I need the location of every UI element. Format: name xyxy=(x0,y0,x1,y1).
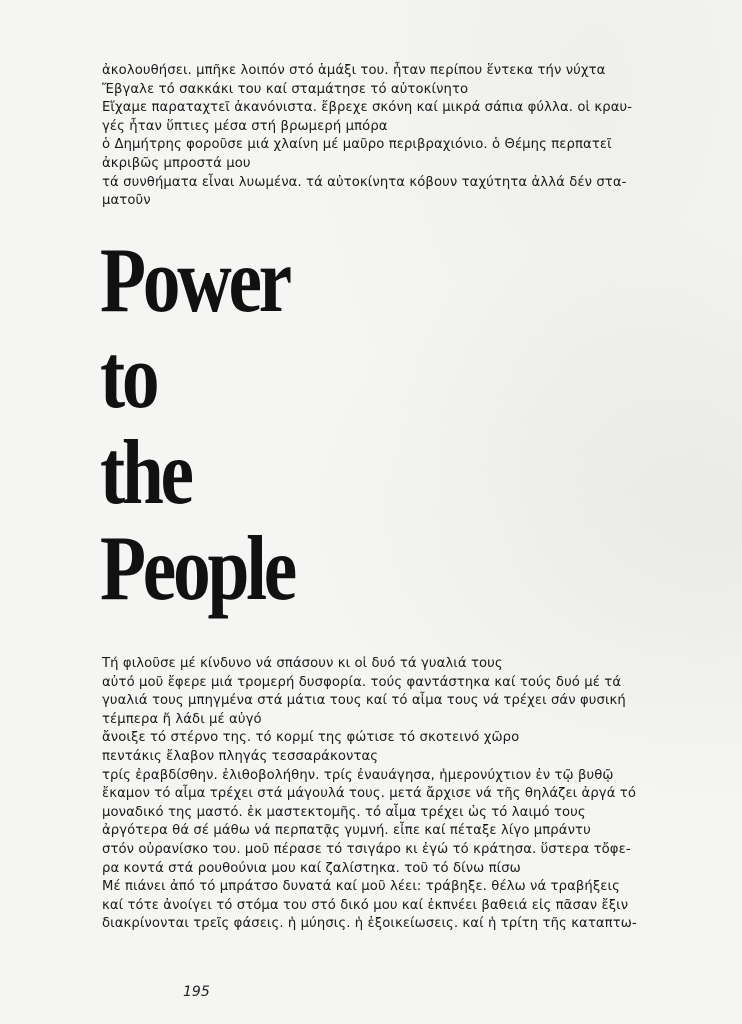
headline xyxy=(100,229,295,619)
bottom-paragraph xyxy=(102,655,702,934)
text-line: τέμπερα ἤ λάδι μέ αὐγό xyxy=(102,711,262,727)
text-line: γυαλιά τους μπηγμένα στά μάτια τους καί τό αἷμα τους νά τρέχει σάν φυσική xyxy=(102,693,626,709)
text-line: διακρίνονται τρεῖς φάσεις. ἡ μύησις. ἡ ἐξοικείωσεις. καί ἡ τρίτη τῆς καταπτω- xyxy=(102,916,637,932)
text-line: Μέ πιάνει ἀπό τό μπράτσο δυνατά καί μοῦ λέει: τράβηξε. θέλω νά τραβήξεις xyxy=(102,879,620,895)
text-line: ρα κοντά στά ρουθούνια μου καί ζαλίστηκα. τοῦ τό δίνω πίσω xyxy=(102,860,521,876)
text-line: ἀκριβῶς μπροστά μου xyxy=(102,155,251,171)
text-line: Τή φιλοῦσε μέ κίνδυνο νά σπάσουν κι οἱ δυό τά γυαλιά τους xyxy=(102,656,503,671)
text-line: στόν οὐρανίσκο του. μοῦ πέρασε τό τσιγάρο κι ἐγώ τό κράτησα. ὕστερα τὄφε- xyxy=(102,841,631,857)
text-line: τρίς ἐραβδίσθην. ἐλιθοβολήθην. τρίς ἐναυάγησα, ἡμερονύχτιον ἐν τῷ βυθῷ xyxy=(102,767,614,783)
headline-line: People xyxy=(100,517,295,619)
text-line: ἄνοιξε τό στέρνο της. τό κορμί της φώτισε τό σκοτεινό χῶρο xyxy=(102,730,520,746)
headline-line: to xyxy=(100,325,157,427)
text-line: καί τότε ἀνοίγει τό στόμα του στό δικό μου καί ἐκπνέει βαθειά εἰς πᾶσαν ἔξιν xyxy=(102,897,629,913)
text-line: ἀργότερα θά σέ μάθω νά περπατᾷς γυμνή. εἶπε καί πέταξε λίγο μπράντυ xyxy=(102,823,591,839)
headline-line: the xyxy=(100,421,191,523)
text-line: ἔκαμον τό αἷμα τρέχει στά μάγουλά τους. μετά ἄρχισε νά τῆς θηλάζει ἀργά τό xyxy=(102,786,636,802)
text-line: ὁ Δημήτρης φοροῦσε μιά χλαίνη μέ μαῦρο περιβραχιόνιο. ὁ Θέμης περπατεῖ xyxy=(102,137,612,153)
text-line: ματοῦν xyxy=(102,193,151,209)
text-line: αὐτό μοῦ ἔφερε μιά τρομερή δυσφορία. τούς φαντάστηκα καί τούς δυό μέ τά xyxy=(102,674,622,690)
text-line: γές ἦταν ὕπτιες μέσα στή βρωμερή μπόρα xyxy=(102,118,388,134)
text-line: ἀκολουθήσει. μπῆκε λοιπόν στό ἁμάξι του. ἦταν περίπου ἕντεκα τήν νύχτα xyxy=(102,63,606,78)
headline-line: Power xyxy=(100,229,289,331)
text-line: μοναδικό της μαστό. ἐκ μαστεκτομῆς. τό αἷμα τρέχει ὡς τό λαιμό τους xyxy=(102,804,586,820)
text-line: Ἔβγαλε τό σακκάκι του καί σταμάτησε τό αὐτοκίνητο xyxy=(102,81,469,97)
page-number: 195 xyxy=(183,984,210,1000)
text-line: Εἴχαμε παραταχτεῖ ἀκανόνιστα. ἔβρεχε σκόνη καί μικρά σάπια φύλλα. οἱ κραυ- xyxy=(102,100,633,116)
text-line: τά συνθήματα εἶναι λυωμένα. τά αὐτοκίνητα κόβουν ταχύτητα ἀλλά δέν στα- xyxy=(102,174,627,190)
text-line: πεντάκις ἔλαβον πληγάς τεσσαράκοντας xyxy=(102,748,379,764)
top-paragraph xyxy=(102,62,702,211)
